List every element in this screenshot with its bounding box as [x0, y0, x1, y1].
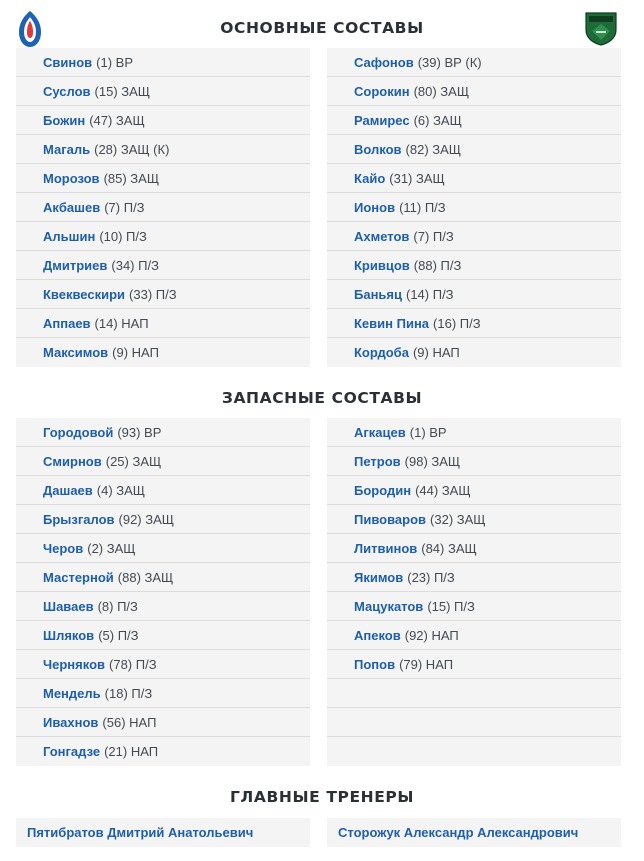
player-row — [16, 679, 310, 708]
player-number-position: (11) П/З — [399, 199, 446, 215]
krasnodar-club-logo-icon[interactable] — [584, 10, 618, 46]
player-number-position: (93) ВР — [117, 424, 162, 440]
player-number-position: (80) ЗАЩ — [413, 83, 470, 99]
player-number-position: (2) ЗАЩ — [87, 540, 136, 556]
coaches-header — [0, 777, 644, 817]
player-name-link[interactable]: Пивоваров — [354, 511, 427, 527]
player-row — [16, 135, 310, 164]
player-number-position: (10) П/З — [99, 228, 147, 244]
player-row — [16, 447, 310, 476]
player-number-position: (14) НАП — [94, 315, 149, 331]
player-name-link[interactable]: Божин — [43, 112, 86, 128]
player-name-link[interactable]: Квеквескири — [43, 286, 126, 302]
player-number-position: (78) П/З — [109, 656, 157, 672]
player-name-link[interactable]: Баньяц — [354, 286, 402, 302]
player-name-link[interactable]: Аппаев — [43, 315, 91, 331]
player-name-link[interactable]: Дашаев — [43, 482, 93, 498]
player-number-position: (8) П/З — [97, 598, 138, 614]
player-name-link[interactable]: Ивахнов — [43, 714, 99, 730]
head-coaches — [16, 818, 621, 847]
player-row — [16, 280, 310, 309]
player-number-position: (47) ЗАЩ — [89, 112, 145, 128]
player-row — [16, 563, 310, 592]
player-number-position: (92) ЗАЩ — [118, 511, 174, 527]
player-row — [327, 592, 621, 621]
player-number-position: (44) ЗАЩ — [415, 482, 471, 498]
player-name-link[interactable]: Шляков — [43, 627, 95, 643]
player-row — [327, 338, 621, 367]
player-row — [16, 338, 310, 367]
player-name-link[interactable]: Бородин — [354, 482, 412, 498]
home-starting-list — [16, 48, 310, 367]
player-row — [327, 135, 621, 164]
player-row — [327, 48, 621, 77]
player-row — [327, 106, 621, 135]
player-row — [16, 309, 310, 338]
substitutes-header — [0, 378, 644, 418]
player-name-link[interactable]: Апеков — [354, 627, 401, 643]
starting-lineups — [16, 48, 621, 367]
player-row — [16, 708, 310, 737]
player-number-position: (56) НАП — [102, 714, 157, 730]
player-row — [16, 621, 310, 650]
player-row — [327, 650, 621, 679]
player-number-position: (6) ЗАЩ — [413, 112, 462, 128]
player-name-link[interactable]: Кордоба — [354, 345, 409, 360]
away-substitutes-list — [327, 418, 621, 766]
player-name-link[interactable]: Рамирес — [354, 112, 410, 128]
player-row — [327, 309, 621, 338]
player-name-link[interactable]: Шаваев — [43, 598, 94, 614]
player-name-link[interactable]: Акбашев — [43, 199, 101, 215]
player-row — [327, 164, 621, 193]
player-row — [327, 193, 621, 222]
player-number-position: (88) ЗАЩ — [117, 569, 174, 585]
player-row — [16, 193, 310, 222]
fakel-club-logo-icon[interactable] — [18, 10, 42, 48]
player-number-position: (23) П/З — [407, 569, 455, 585]
player-name-link[interactable]: Мацукатов — [354, 598, 424, 614]
player-row — [16, 505, 310, 534]
player-number-position: (98) ЗАЩ — [404, 453, 461, 469]
player-name-link[interactable]: Альшин — [43, 228, 96, 244]
player-number-position: (32) ЗАЩ — [430, 511, 486, 527]
player-name-link[interactable]: Смирнов — [43, 453, 102, 469]
player-row — [16, 650, 310, 679]
player-row — [327, 280, 621, 309]
player-name-link[interactable]: Попов — [354, 656, 396, 672]
player-row — [16, 164, 310, 193]
player-row — [327, 77, 621, 106]
player-number-position: (5) П/З — [98, 627, 139, 643]
player-name-link[interactable]: Литвинов — [354, 540, 418, 556]
player-number-position: (39) ВР (К) — [417, 54, 482, 70]
player-row — [16, 106, 310, 135]
home-substitutes-list — [16, 418, 310, 766]
player-name-link[interactable]: Магаль — [43, 141, 91, 157]
player-number-position: (15) ЗАЩ — [94, 83, 150, 99]
player-row — [16, 534, 310, 563]
player-number-position: (4) ЗАЩ — [96, 482, 145, 498]
player-row — [16, 737, 310, 766]
player-row — [327, 447, 621, 476]
away-starting-list — [327, 48, 621, 367]
player-row — [16, 418, 310, 447]
player-number-position: (7) П/З — [413, 228, 454, 244]
player-name-link[interactable]: Петров — [354, 453, 401, 469]
player-number-position: (15) П/З — [427, 598, 475, 614]
player-row — [16, 251, 310, 280]
player-row — [327, 251, 621, 280]
player-row — [16, 222, 310, 251]
player-row — [16, 592, 310, 621]
player-number-position: (34) П/З — [111, 257, 159, 273]
player-number-position: (79) НАП — [399, 656, 454, 672]
player-name-link[interactable]: Дмитриев — [43, 257, 108, 273]
player-name-link[interactable]: Черняков — [43, 656, 106, 672]
player-row — [327, 563, 621, 592]
player-name-link[interactable]: Сафонов — [354, 54, 414, 70]
section-title-starting: ОСНОВНЫЕ СОСТАВЫ — [220, 19, 424, 37]
player-number-position: (18) П/З — [104, 685, 153, 701]
player-number-position: (9) НАП — [412, 345, 460, 360]
player-number-position: (16) П/З — [433, 315, 481, 331]
player-number-position: (92) НАП — [404, 627, 459, 643]
player-number-position: (84) ЗАЩ — [421, 540, 477, 556]
player-name-link[interactable]: Мендель — [43, 685, 101, 701]
player-row — [16, 476, 310, 505]
substitute-lineups — [16, 418, 621, 766]
player-number-position: (9) НАП — [112, 345, 159, 360]
empty-row — [327, 708, 621, 737]
player-name-link[interactable]: Брызгалов — [43, 511, 115, 527]
player-name-link[interactable]: Агкацев — [354, 424, 406, 440]
player-number-position: (25) ЗАЩ — [105, 453, 162, 469]
player-number-position: (14) П/З — [406, 286, 454, 302]
player-name-link[interactable]: Суслов — [43, 83, 91, 99]
player-name-link[interactable]: Максимов — [43, 345, 109, 360]
section-title-substitutes: ЗАПАСНЫЕ СОСТАВЫ — [221, 389, 423, 407]
player-name-link[interactable]: Волков — [354, 141, 402, 157]
player-name-link[interactable]: Сорокин — [354, 83, 410, 99]
player-row — [16, 48, 310, 77]
player-name-link[interactable]: Ахметов — [354, 228, 410, 244]
player-name-link[interactable]: Мастерной — [43, 569, 114, 585]
player-number-position: (85) ЗАЩ — [103, 170, 160, 186]
player-number-position: (28) ЗАЩ (К) — [94, 141, 170, 157]
player-name-link[interactable]: Кевин Пина — [354, 315, 430, 331]
empty-row — [327, 679, 621, 708]
section-title-coaches: ГЛАВНЫЕ ТРЕНЕРЫ — [229, 788, 415, 806]
player-name-link[interactable]: Гонгадзе — [43, 744, 101, 759]
player-number-position: (82) ЗАЩ — [405, 141, 461, 157]
player-name-link[interactable]: Кайо — [354, 170, 386, 186]
player-number-position: (88) П/З — [413, 257, 462, 273]
player-name-link[interactable]: Якимов — [354, 569, 404, 585]
player-number-position: (1) ВР — [96, 54, 133, 70]
player-row — [327, 418, 621, 447]
player-row — [327, 222, 621, 251]
player-name-link[interactable]: Городовой — [43, 424, 114, 440]
player-number-position: (7) П/З — [104, 199, 145, 215]
empty-row — [327, 737, 621, 766]
away-coach-link[interactable]: Сторожук Александр Александрович — [327, 818, 621, 847]
player-name-link[interactable]: Ионов — [354, 199, 396, 215]
player-row — [327, 621, 621, 650]
player-row — [327, 534, 621, 563]
player-name-link[interactable]: Черов — [43, 540, 84, 556]
player-name-link[interactable]: Морозов — [43, 170, 100, 186]
starting-header — [0, 8, 644, 48]
home-coach-link[interactable]: Пятибратов Дмитрий Анатольевич — [16, 818, 310, 847]
player-number-position: (33) П/З — [129, 286, 177, 302]
player-number-position: (31) ЗАЩ — [389, 170, 445, 186]
player-row — [327, 476, 621, 505]
player-row — [16, 77, 310, 106]
player-number-position: (21) НАП — [104, 744, 159, 759]
player-number-position: (1) ВР — [409, 424, 447, 440]
player-name-link[interactable]: Свинов — [43, 54, 93, 70]
player-row — [327, 505, 621, 534]
player-name-link[interactable]: Кривцов — [354, 257, 410, 273]
